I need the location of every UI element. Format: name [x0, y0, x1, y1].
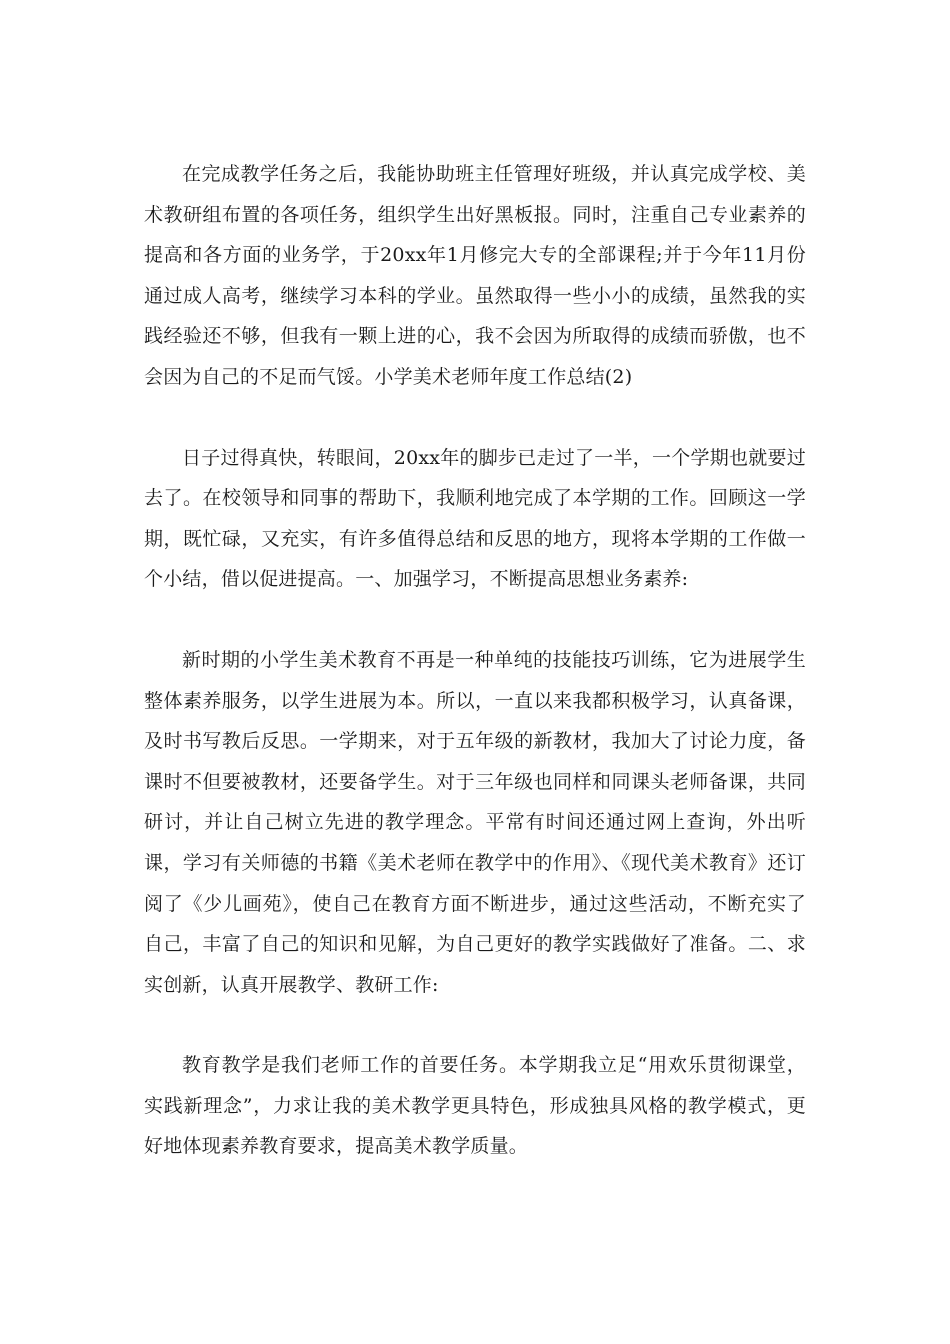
- paragraph-2: 日子过得真快，转眼间，20xx年的脚步已走过了一半，一个学期也就要过去了。在校领导和同事的帮助下，我顺利地完成了本学期的工作。回顾这一学期，既忙碌，又充实，有许多值得总结和反思的地方，现将本学期的工作做一个小结，借以促进提高。一、加强学习，不断提高思想业务素养:: [144, 446, 806, 591]
- paragraph-4: 教育教学是我们老师工作的首要任务。本学期我立足“用欢乐贯彻课堂，实践新理念”，力求让我的美术教学更具特色，形成独具风格的教学模式，更好地体现素养教育要求，提高美术教学质量。: [144, 1054, 806, 1158]
- paragraph-3: 新时期的小学生美术教育不再是一种单纯的技能技巧训练，它为进展学生整体素养服务，以学生进展为本。所以，一直以来我都积极学习，认真备课，及时书写教后反思。一学期来，对于五年级的新教材，我加大了讨论力度，备课时不但要被教材，还要备学生。对于三年级也同样和同课头老师备课，共同研讨，并让自己树立先进的教学理念。平常有时间还通过网上查询，外出听课，学习有关师德的书籍《美术老师在教学中的作用》、《现代美术教育》还订阅了《少儿画苑》，使自己在教育方面不断进步，通过这些活动，不断充实了自己，丰富了自己的知识和见解，为自己更好的教学实践做好了准备。二、求实创新，认真开展教学、教研工作:: [144, 648, 806, 996]
- document-body: [144, 154, 806, 1167]
- paragraph-1: 在完成教学任务之后，我能协助班主任管理好班级，并认真完成学校、美术教研组布置的各项任务，组织学生出好黑板报。同时，注重自己专业素养的提高和各方面的业务学，于20xx年1月修完大专的全部课程;并于今年11月份通过成人高考，继续学习本科的学业。虽然取得一些小小的成绩，虽然我的实践经验还不够，但我有一颗上进的心，我不会因为所取得的成绩而骄傲，也不会因为自己的不足而气馁。小学美术老师年度工作总结(2): [144, 163, 806, 388]
